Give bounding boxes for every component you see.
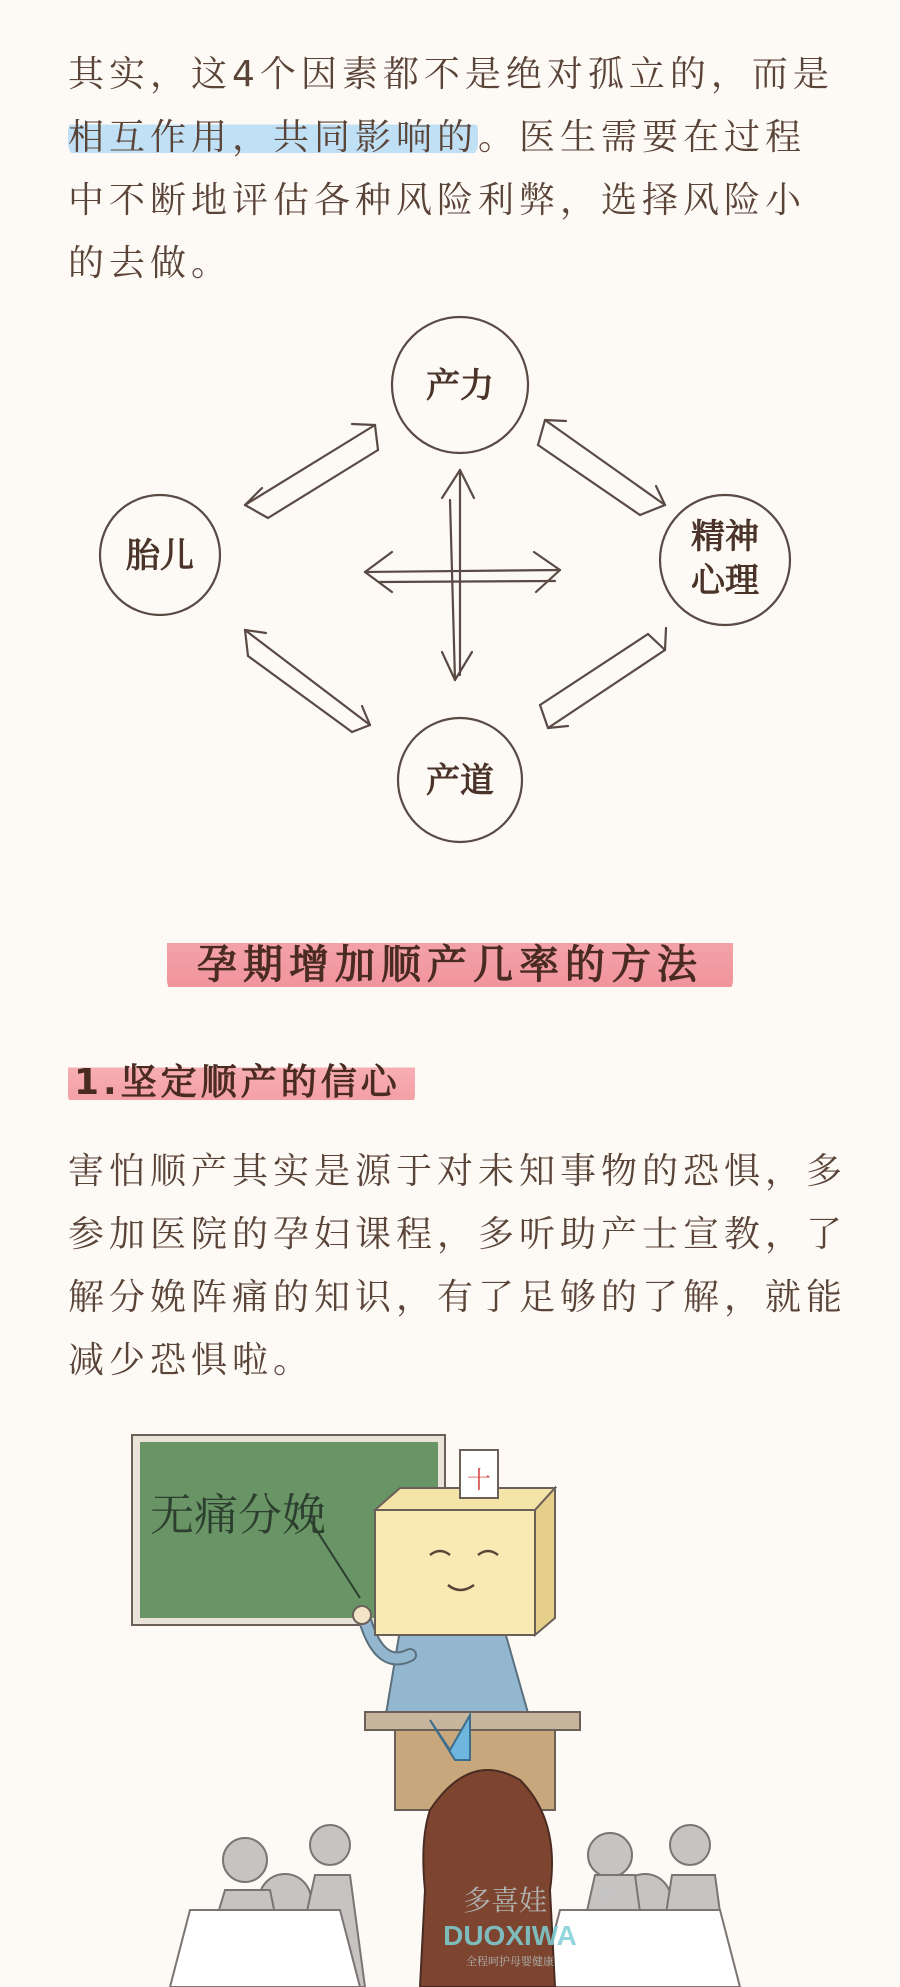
logo-en: DUOXIWA xyxy=(443,1920,577,1951)
body-paragraph xyxy=(68,1140,848,1392)
logo-registered: ® xyxy=(600,1885,611,1901)
arrow-bottom-right xyxy=(540,628,666,728)
body-line-1: 害怕顺产其实是源于对未知事物的恐惧，多 xyxy=(68,1151,848,1192)
logo-cn: 多喜娃 xyxy=(462,1885,548,1916)
subheading: 1.坚定顺产的信心 xyxy=(68,1050,415,1109)
arrow-top-left xyxy=(245,424,378,518)
four-factors-diagram xyxy=(0,300,900,860)
intro-line-4: 的去做。 xyxy=(68,243,233,284)
body-line-2: 参加医院的孕妇课程，多听助产士宣教，了 xyxy=(68,1214,848,1255)
node-label-top: 产力 xyxy=(426,366,494,406)
intro-line-2-rest: 。医生需要在过程 xyxy=(478,117,807,158)
node-label-bottom: 产道 xyxy=(426,761,494,801)
intro-line-2 xyxy=(68,106,848,169)
chalkboard-text: 无痛分娩 xyxy=(150,1490,326,1541)
node-label-right-2: 心理 xyxy=(691,561,759,601)
section-title: 孕期增加顺产几率的方法 xyxy=(167,925,733,998)
intro-line-3: 中不断地评估各种风险利弊，选择风险小 xyxy=(68,180,807,221)
arrow-center-cross xyxy=(365,470,560,680)
node-circle-right xyxy=(660,495,790,625)
intro-paragraph xyxy=(68,43,848,295)
logo-tagline: 全程呵护母婴健康 xyxy=(466,1956,554,1968)
section-title-wrap xyxy=(0,925,900,998)
arrow-top-right xyxy=(538,420,665,515)
nurse-hat-cross: 十 xyxy=(467,1466,491,1494)
body-line-3: 解分娩阵痛的知识，有了足够的了解，就能 xyxy=(68,1277,848,1318)
body-line-4: 减少恐惧啦。 xyxy=(68,1340,315,1381)
node-label-left: 胎儿 xyxy=(126,536,194,576)
arrow-bottom-left xyxy=(245,630,370,732)
highlighted-phrase: 相互作用，共同影响的 xyxy=(68,117,479,158)
classroom-illustration xyxy=(0,1420,900,1987)
node-label-right-1: 精神 xyxy=(691,517,759,557)
intro-line-1: 其实，这4个因素都不是绝对孤立的，而是 xyxy=(68,54,834,95)
